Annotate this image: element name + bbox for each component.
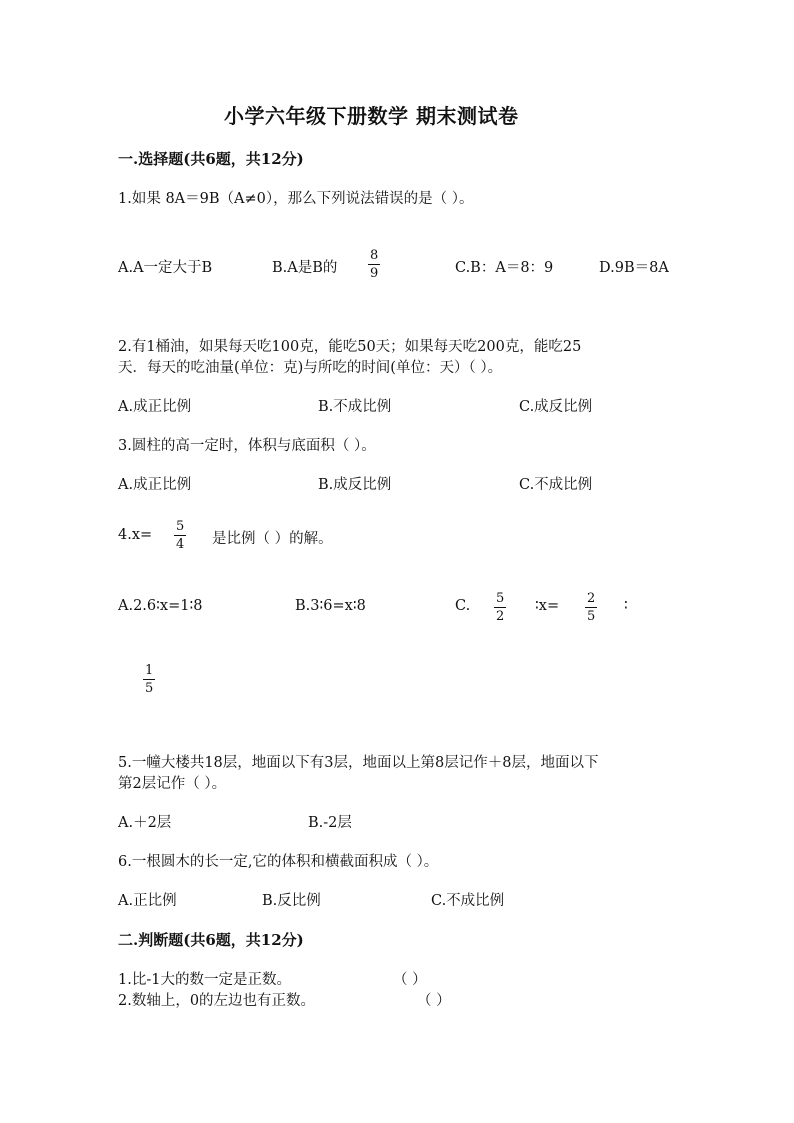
question-5-stem-line-2: 第2层记作（ ）。 [118,776,227,792]
question-4-option-c-prefix: C. [455,598,471,614]
question-2-stem-line-1: 2.有1桶油，如果每天吃100克，能吃50天；如果每天吃200克，能吃25 [118,339,582,355]
question-6-option-c: C.不成比例 [431,893,505,909]
fraction-numerator: 8 [370,248,379,263]
question-2-option-a: A.成正比例 [118,399,192,415]
question-4-option-c-fraction-3 [143,664,155,695]
question-3-option-b: B.成反比例 [318,477,392,493]
fraction-denominator: 5 [587,609,596,624]
fraction-denominator: 5 [145,681,154,696]
question-4-stem-suffix: 是比例（ ）的解。 [212,531,333,547]
question-1-option-b-fraction [368,249,380,280]
fraction-numerator: 2 [587,591,596,606]
question-4-option-c-middle: ∶x= [535,598,560,614]
fraction-numerator: 1 [145,663,154,678]
question-5-option-a: A.＋2层 [118,815,172,831]
judge-question-2-stem: 2.数轴上，0的左边也有正数。 [118,993,316,1009]
question-1-option-b: B.A是B的 [272,260,338,276]
question-4-option-c-colon: ∶ [624,598,628,614]
question-5-option-b: B.-2层 [308,815,352,831]
question-1-stem: 1.如果 8A＝9B（A≠0），那么下列说法错误的是（ ）。 [118,191,474,207]
question-1-option-d: D.9B＝8A [599,260,669,276]
question-4-option-a: A.2.6∶x=1∶8 [118,598,203,614]
question-4-stem-prefix: 4.x= [118,527,153,543]
question-4-option-c-fraction-2 [585,592,597,623]
question-3-option-a: A.成正比例 [118,477,192,493]
question-2-option-b: B.不成比例 [318,399,392,415]
question-3-stem: 3.圆柱的高一定时，体积与底面积（ ）。 [118,438,376,454]
page-title: 小学六年级下册数学 期末测试卷 [224,104,519,128]
question-2-option-c: C.成反比例 [519,399,593,415]
question-6-stem: 6.一根圆木的长一定,它的体积和横截面积成（ ）。 [118,854,439,870]
judge-question-2-answer-blank: （ ） [417,993,451,1009]
fraction-denominator: 2 [496,609,505,624]
question-2-stem-line-2: 天．每天的吃油量(单位：克)与所吃的时间(单位：天）（ ）。 [118,360,503,376]
question-4-stem-fraction [174,520,186,551]
question-6-option-a: A.正比例 [118,893,177,909]
section-heading-true-false: 二.判断题(共6题，共12分) [118,931,304,949]
question-1-option-c: C.B：A＝8：9 [455,260,554,276]
question-4-option-b: B.3∶6=x∶8 [295,598,366,614]
question-5-stem-line-1: 5.一幢大楼共18层，地面以下有3层，地面以上第8层记作＋8层，地面以下 [118,755,599,771]
question-4-option-c-fraction-1 [494,592,506,623]
fraction-numerator: 5 [496,591,505,606]
fraction-numerator: 5 [176,519,185,534]
question-6-option-b: B.反比例 [262,893,321,909]
question-1-option-a: A.A一定大于B [118,260,213,276]
judge-question-1-answer-blank: （ ） [393,972,427,988]
judge-question-1-stem: 1.比-1大的数一定是正数。 [118,972,291,988]
section-heading-choice: 一.选择题(共6题，共12分) [118,150,304,168]
question-3-option-c: C.不成比例 [519,477,593,493]
fraction-denominator: 4 [176,537,185,552]
fraction-denominator: 9 [370,266,379,281]
